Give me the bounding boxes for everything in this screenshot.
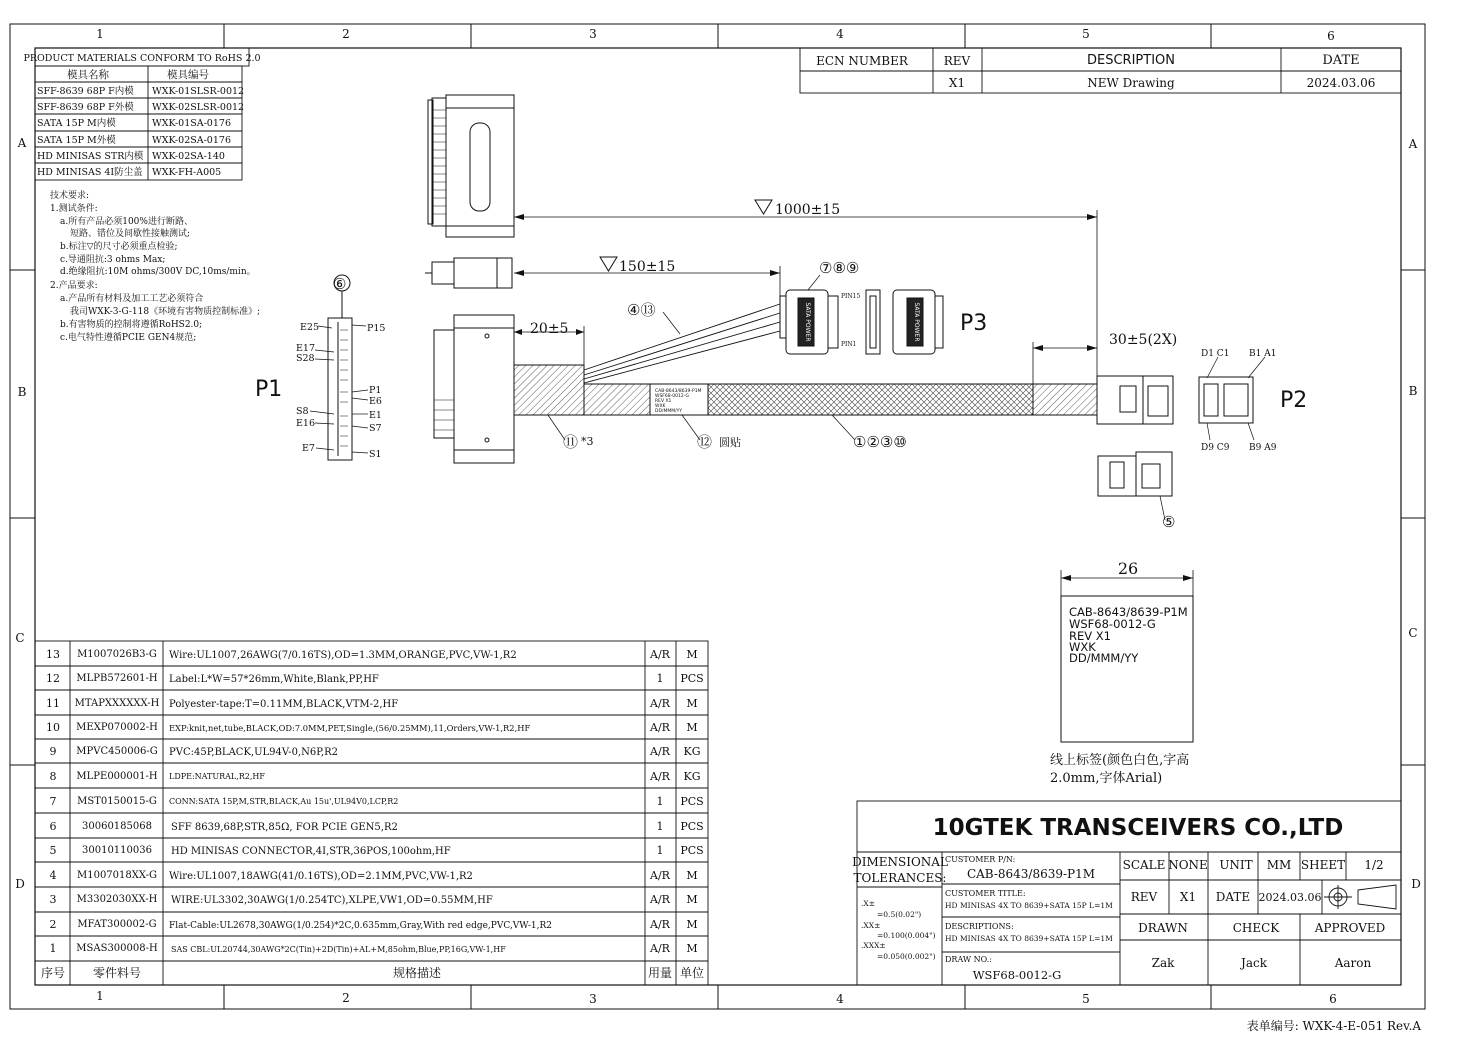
bom-desc: PVC:45P,BLACK,UL94V-0,N6P,R2 (169, 747, 338, 758)
p1-pin: P15 (367, 323, 386, 334)
tape-section (584, 384, 650, 415)
rev-value: X1 (948, 76, 966, 90)
customer-title-label: CUSTOMER TITLE: (945, 889, 1026, 898)
sticker-line: WSF68-0012-G (655, 394, 689, 399)
p1-connector (434, 315, 514, 463)
col-label: 1 (96, 989, 104, 1003)
rev-date-value: 2024.03.06 (1306, 76, 1376, 90)
rohs-cell: WXK-FH-A005 (152, 167, 222, 178)
sticker-line: REV X1 (655, 399, 672, 404)
drawn-label: DRAWN (1138, 921, 1188, 935)
bom-desc: Wire:UL1007,26AWG(7/0.16TS),OD=1.3MM,ORANGE,PVC,VW-1,R2 (169, 650, 517, 661)
draw-no: WSF68-0012-G (972, 968, 1062, 982)
bom-no: 5 (49, 844, 57, 857)
note-line: a.产品所有材料及加工工艺必须符合 (60, 294, 204, 304)
label-caption: 2.0mm,字体Arial) (1050, 771, 1163, 786)
col-label: 2 (342, 991, 350, 1005)
sheet-frame (10, 24, 1425, 1009)
p1-pin: S28 (296, 353, 315, 364)
tape-section (514, 365, 584, 415)
bom-unit: M (686, 869, 698, 882)
p1-pin: E25 (300, 322, 320, 333)
approved-label: APPROVED (1314, 921, 1386, 935)
bom-desc: Flat-Cable:UL2678,30AWG(1/0.254)*2C,0.635mm,Gray,With red edge,PVC,VW-1,R2 (169, 921, 552, 931)
callout-label-text: 圆贴 (719, 436, 741, 449)
p2-pin: D9 C9 (1201, 443, 1230, 453)
p2-label: P2 (1280, 388, 1308, 413)
bom-table (35, 641, 708, 985)
p2-pin: B1 A1 (1249, 349, 1277, 359)
label-detail (1050, 596, 1193, 786)
row-label: B (17, 385, 27, 399)
p1-pin: P1 (369, 385, 382, 396)
callout-tape-qty: *3 (581, 435, 594, 448)
row-label: D (1411, 877, 1421, 891)
callout-cap: ⑤ (1162, 513, 1176, 531)
rev-header-desc: DESCRIPTION (1087, 53, 1175, 68)
col-label: 1 (96, 27, 104, 41)
rohs-cell: HD MINISAS 4I防尘盖 (37, 167, 143, 178)
rohs-header: 模具编号 (167, 69, 209, 81)
bom-pn: MST0150015-G (77, 796, 157, 807)
bom-desc: WIRE:UL3302,30AWG(1/0.254TC),XLPE,VW1,OD=0.55MM,HF (171, 895, 493, 906)
projection-icon (1324, 885, 1396, 909)
bom-qty: A/R (650, 893, 670, 906)
bom-desc: HD MINISAS CONNECTOR,4I,STR,36POS,100ohm,HF (171, 846, 451, 857)
bom-qty: A/R (650, 869, 670, 882)
bom-desc: Label:L*W=57*26mm,White,Blank,PP,HF (169, 674, 379, 685)
dim-150: 150±15 (619, 259, 676, 275)
bom-qty: A/R (650, 770, 670, 783)
col-label: 2 (342, 27, 350, 41)
bom-unit: PCS (680, 844, 704, 857)
bom-pn: MTAPXXXXXX-H (74, 698, 160, 709)
sticker-line: WXK (655, 404, 666, 409)
p3-sata-text: SATA POWER (804, 302, 811, 342)
p2-hd-minisas (1097, 376, 1253, 424)
note-line: a.所有产品必须100%进行断路、 (60, 217, 193, 227)
company-name: 10GTEK TRANSCEIVERS CO.,LTD (932, 815, 1344, 841)
bom-no: 7 (49, 795, 57, 808)
date-label: DATE (1215, 890, 1251, 904)
descriptions-label: DESCRIPTIONS: (945, 922, 1014, 931)
dim-26: 26 (1117, 559, 1139, 578)
bom-header: 序号 (40, 966, 66, 980)
bom-no: 12 (46, 672, 60, 685)
bom-unit: M (686, 918, 698, 931)
critical-dim-icon (600, 257, 617, 271)
rev-header-date: DATE (1322, 53, 1360, 68)
bom-unit: PCS (680, 672, 704, 685)
unit-label: UNIT (1219, 858, 1253, 872)
note-line: b.有害物质的控制将遵循RoHS2.0; (60, 320, 203, 330)
tol-line: =0.100(0.004") (877, 931, 936, 940)
p1-pin: S1 (369, 449, 382, 460)
bom-unit: M (686, 648, 698, 661)
col-label: 3 (589, 992, 597, 1006)
rohs-cell: WXK-02SA-0176 (152, 135, 231, 146)
rohs-cell: WXK-02SA-140 (152, 151, 225, 162)
customer-pn-label: CUSTOMER P/N: (945, 855, 1016, 864)
tol-line: =0.050(0.002") (877, 952, 936, 961)
bom-unit: KG (683, 770, 701, 783)
p3-sata-text: SATA POWER (913, 302, 920, 342)
note-line: d.绝缘阻抗:10M ohms/300V DC,10ms/min。 (60, 267, 256, 277)
bom-desc: Polyester-tape:T=0.11MM,BLACK,VTM-2,HF (169, 699, 399, 710)
p1-pin: E1 (369, 410, 382, 421)
rev-header-rev: REV (943, 54, 971, 68)
label-line: WXK (1069, 640, 1096, 654)
bom-pn: 30010110036 (82, 845, 152, 856)
p3-pin: PIN1 (841, 341, 857, 348)
sheet-value: 1/2 (1364, 858, 1384, 872)
tol-line: =0.5(0.02") (877, 910, 922, 919)
bom-desc: CONN:SATA 15P,M,STR,BLACK,Au 15u',UL94V0,LCP,R2 (169, 797, 399, 806)
row-label: D (15, 877, 25, 891)
descriptions: HD MINISAS 4X TO 8639+SATA 15P L=1M (945, 934, 1113, 943)
critical-dim-icon (755, 200, 772, 214)
col-label: 6 (1329, 992, 1337, 1006)
rohs-table (23, 48, 260, 180)
rohs-cell: WXK-01SLSR-0012 (152, 86, 245, 97)
rohs-cell: WXK-01SA-0176 (152, 118, 231, 129)
sff8639-connector-side (428, 95, 514, 237)
p2-pin: D1 C1 (1201, 349, 1230, 359)
bom-no: 10 (46, 721, 60, 734)
bom-header: 零件料号 (92, 966, 142, 980)
tol-line: .XXX± (861, 941, 886, 950)
bom-no: 8 (49, 770, 57, 783)
bom-no: 2 (49, 918, 57, 931)
sata-strip (425, 258, 512, 288)
rohs-cell: WXK-02SLSR-0012 (152, 102, 245, 113)
bom-header: 规格描述 (392, 966, 442, 980)
bom-qty: 1 (656, 820, 664, 833)
unit-value: MM (1266, 858, 1292, 872)
grid-labels (15, 27, 1421, 1006)
bom-pn: MEXP070002-H (76, 722, 158, 733)
bom-pn: M1007018XX-G (76, 870, 158, 881)
check-value: Jack (1241, 956, 1267, 970)
form-number: 表单编号: WXK-4-E-051 Rev.A (1246, 1019, 1421, 1033)
bom-pn: MSAS300008-H (76, 943, 158, 954)
bom-qty: 1 (656, 795, 664, 808)
bom-desc: LDPE:NATURAL,R2,HF (169, 772, 265, 781)
revision-table (800, 48, 1401, 93)
p2-pin: B9 A9 (1249, 443, 1277, 453)
rohs-cell: SATA 15P M内模 (37, 118, 116, 129)
note-line: 2.产品要求: (50, 281, 98, 291)
approved-value: Aaron (1334, 956, 1372, 970)
label-line: DD/MMM/YY (1069, 651, 1139, 665)
bom-unit: M (686, 942, 698, 955)
row-label: A (1408, 137, 1418, 151)
title-block (852, 801, 1401, 985)
drawn-value: Zak (1151, 956, 1175, 970)
technical-notes (50, 189, 260, 343)
bom-pn: MLPE000001-H (76, 771, 158, 782)
scale-value: NONE (1168, 858, 1208, 872)
bom-desc: SAS CBL:UL20744,30AWG*2C(Tin)+2D(Tin)+AL+M,85ohm,Blue,PP,16G,VW-1,HF (171, 945, 506, 954)
p1-pin: E17 (296, 343, 316, 354)
row-label: C (1408, 626, 1418, 640)
bom-qty: 1 (656, 844, 664, 857)
bom-pn: MLPB572601-H (76, 673, 158, 684)
bom-pn: M1007026B3-G (77, 649, 157, 660)
rohs-title: PRODUCT MATERIALS CONFORM TO RoHS 2.0 (23, 53, 261, 64)
bom-qty: A/R (650, 648, 670, 661)
row-label: A (17, 136, 27, 150)
bom-desc: EXP:knit,net,tube,BLACK,OD:7.0MM,PET,Single,(56/0.25MM),11,Orders,VW-1,R2,HF (169, 723, 531, 733)
bom-pn: MPVC450006-G (76, 746, 158, 757)
bom-unit: PCS (680, 820, 704, 833)
bom-unit: M (686, 893, 698, 906)
label-caption: 线上标签(颜色白色,字高 (1050, 753, 1190, 768)
bom-pn: 30060185068 (82, 821, 152, 832)
callout-4-13: ④⑬ (627, 301, 656, 319)
bom-header: 用量 (647, 966, 673, 980)
callout-p1: ⑥ (333, 275, 347, 293)
bom-desc: SFF 8639,68P,STR,85Ω, FOR PCIE GEN5,R2 (171, 822, 398, 833)
col-label: 4 (836, 27, 844, 41)
bom-unit: KG (683, 745, 701, 758)
bom-qty: A/R (650, 918, 670, 931)
bom-qty: A/R (650, 745, 670, 758)
customer-pn: CAB-8643/8639-P1M (966, 867, 1096, 881)
callout-789: ⑦⑧⑨ (819, 259, 860, 277)
scale-label: SCALE (1122, 858, 1166, 872)
note-line: 我司WXK-3-G-118《环境有害物质控制标准》; (70, 307, 261, 317)
note-line: 短路、错位及间歇性接触测试; (70, 229, 191, 239)
dim-tol-label: TOLERANCES: (853, 871, 947, 885)
callout-tape: ⑪ (563, 433, 579, 451)
note-line: 技术要求: (50, 191, 90, 201)
bom-no: 6 (49, 820, 57, 833)
bom-no: 1 (49, 942, 57, 955)
rev-header-ecn: ECN NUMBER (816, 54, 908, 68)
note-line: c.电气特性遵循PCIE GEN4规范; (60, 333, 197, 343)
label-line: WSF68-0012-G (1069, 617, 1156, 631)
bom-qty: 1 (656, 672, 664, 685)
bom-no: 11 (46, 697, 60, 710)
p1-label: P1 (255, 377, 283, 402)
braided-sleeve (708, 384, 1033, 415)
draw-no-label: DRAW NO.: (945, 955, 992, 964)
p3-pin: PIN15 (841, 293, 861, 300)
check-label: CHECK (1232, 921, 1280, 935)
bom-header: 单位 (679, 966, 705, 980)
rohs-cell: SFF-8639 68P F内模 (37, 86, 134, 97)
label-line: REV X1 (1069, 629, 1111, 643)
bom-no: 3 (49, 893, 57, 906)
col-label: 6 (1327, 29, 1335, 43)
bom-unit: M (686, 697, 698, 710)
row-label: C (15, 631, 25, 645)
customer-title: HD MINISAS 4X TO 8639+SATA 15P L=1M (945, 901, 1113, 910)
sata-wires (584, 304, 780, 383)
rohs-header: 模具名称 (67, 69, 109, 81)
bom-qty: A/R (650, 942, 670, 955)
dim-tol-label: DIMENSIONAL (852, 855, 948, 869)
rev-value: X1 (1179, 890, 1197, 904)
dim-1000: 1000±15 (775, 202, 841, 218)
p1-pin: S7 (369, 423, 382, 434)
bom-qty: A/R (650, 697, 670, 710)
rohs-cell: SFF-8639 68P F外模 (37, 102, 134, 113)
bom-no: 4 (49, 869, 57, 882)
bom-no: 9 (49, 745, 57, 758)
dim-20: 20±5 (530, 321, 569, 337)
tol-line: .X± (861, 899, 876, 908)
col-label: 5 (1082, 992, 1090, 1006)
tape-section (1033, 384, 1097, 415)
bom-unit: M (686, 721, 698, 734)
rohs-cell: HD MINISAS STR内模 (37, 151, 144, 162)
rev-desc-value: NEW Drawing (1087, 76, 1175, 90)
label-line: CAB-8643/8639-P1M (1069, 605, 1188, 619)
note-line: b.标注▽的尺寸必须重点检验; (60, 242, 178, 252)
sticker-line: CAB-8643/8639-P1M (655, 389, 702, 394)
p1-pin: E6 (369, 396, 382, 407)
p1-pin: S8 (296, 406, 309, 417)
bom-pn: M3302030XX-H (76, 894, 158, 905)
p3-label: P3 (960, 311, 988, 336)
bom-unit: PCS (680, 795, 704, 808)
col-label: 5 (1082, 27, 1090, 41)
row-label: B (1408, 384, 1418, 398)
callout-cable: ①②③⑩ (853, 433, 907, 451)
tol-line: .XX± (861, 921, 881, 930)
callout-label: ⑫ (697, 433, 713, 451)
rev-label: REV (1130, 890, 1158, 904)
col-label: 4 (836, 992, 844, 1006)
dim-30: 30±5(2X) (1109, 332, 1178, 348)
p1-pin-diagram (328, 275, 352, 460)
bom-pn: MFAT300002-G (77, 919, 157, 930)
bom-qty: A/R (650, 721, 670, 734)
sheet-label: SHEET (1300, 858, 1346, 872)
sticker-line: DD/MMM/YY (655, 409, 683, 414)
dust-cap (1098, 452, 1172, 496)
note-line: c.导通阻抗:3 ohms Max; (60, 255, 166, 265)
p1-pin: E7 (302, 443, 315, 454)
rohs-cell: SATA 15P M外模 (37, 135, 116, 146)
bom-desc: Wire:UL1007,18AWG(41/0.16TS),OD=2.1MM,PVC,VW-1,R2 (169, 871, 473, 882)
bom-no: 13 (46, 648, 60, 661)
p1-pin: E16 (296, 418, 316, 429)
date-value: 2024.03.06 (1258, 891, 1322, 904)
col-label: 3 (589, 27, 597, 41)
note-line: 1.测试条件: (50, 204, 98, 214)
